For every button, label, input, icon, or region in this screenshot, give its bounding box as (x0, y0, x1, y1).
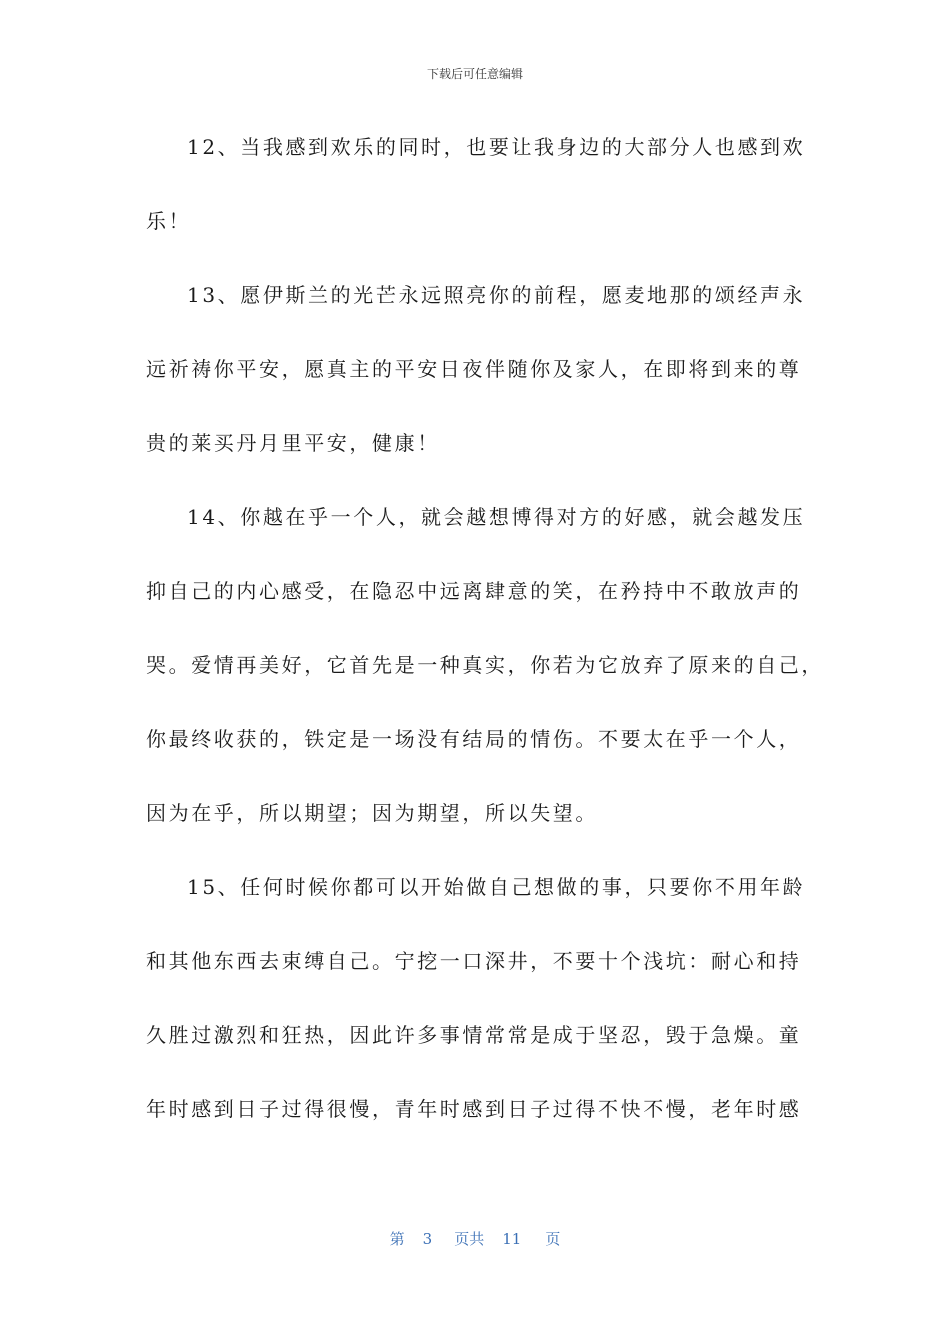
paragraph-14-line-2: 抑自己的内心感受，在隐忍中远离肆意的笑，在矜持中不敢放声的 (146, 579, 802, 603)
paragraph-12-line-1: 12、当我感到欢乐的同时，也要让我身边的大部分人也感到欢 (187, 135, 806, 159)
paragraph-14-line-4: 你最终收获的，铁定是一场没有结局的情伤。不要太在乎一个人， (146, 727, 802, 751)
current-page-number: 3 (422, 1230, 433, 1248)
total-pages-number: 11 (502, 1230, 522, 1248)
paragraph-15-line-1: 15、任何时候你都可以开始做自己想做的事，只要你不用年龄 (187, 875, 806, 899)
page-number-footer (0, 1228, 950, 1250)
paragraph-15-line-4: 年时感到日子过得很慢，青年时感到日子过得不快不慢，老年时感 (146, 1097, 802, 1121)
paragraph-14-line-3: 哭。爱情再美好，它首先是一种真实，你若为它放弃了原来的自己， (146, 653, 824, 677)
paragraph-14-line-5: 因为在乎，所以期望；因为期望，所以失望。 (146, 801, 598, 825)
paragraph-12-line-2: 乐！ (146, 209, 192, 233)
page-header-note: 下载后可任意编辑 (426, 67, 523, 81)
page-label-suffix: 页 (545, 1230, 561, 1248)
paragraph-15-line-2: 和其他东西去束缚自己。宁挖一口深井，不要十个浅坑：耐心和持 (146, 949, 802, 973)
page-label-prefix: 第 (389, 1230, 405, 1248)
paragraph-14-line-1: 14、你越在乎一个人，就会越想博得对方的好感，就会越发压 (187, 505, 806, 529)
paragraph-15-line-3: 久胜过激烈和狂热，因此许多事情常常是成于坚忍，毁于急燥。童 (146, 1023, 802, 1047)
paragraph-13-line-2: 远祈祷你平安，愿真主的平安日夜伴随你及家人，在即将到来的尊 (146, 357, 802, 381)
paragraph-13-line-1: 13、愿伊斯兰的光芒永远照亮你的前程，愿麦地那的颂经声永 (187, 283, 806, 307)
paragraph-13-line-3: 贵的莱买丹月里平安，健康！ (146, 431, 440, 455)
page-label-mid: 页共 (454, 1230, 485, 1248)
